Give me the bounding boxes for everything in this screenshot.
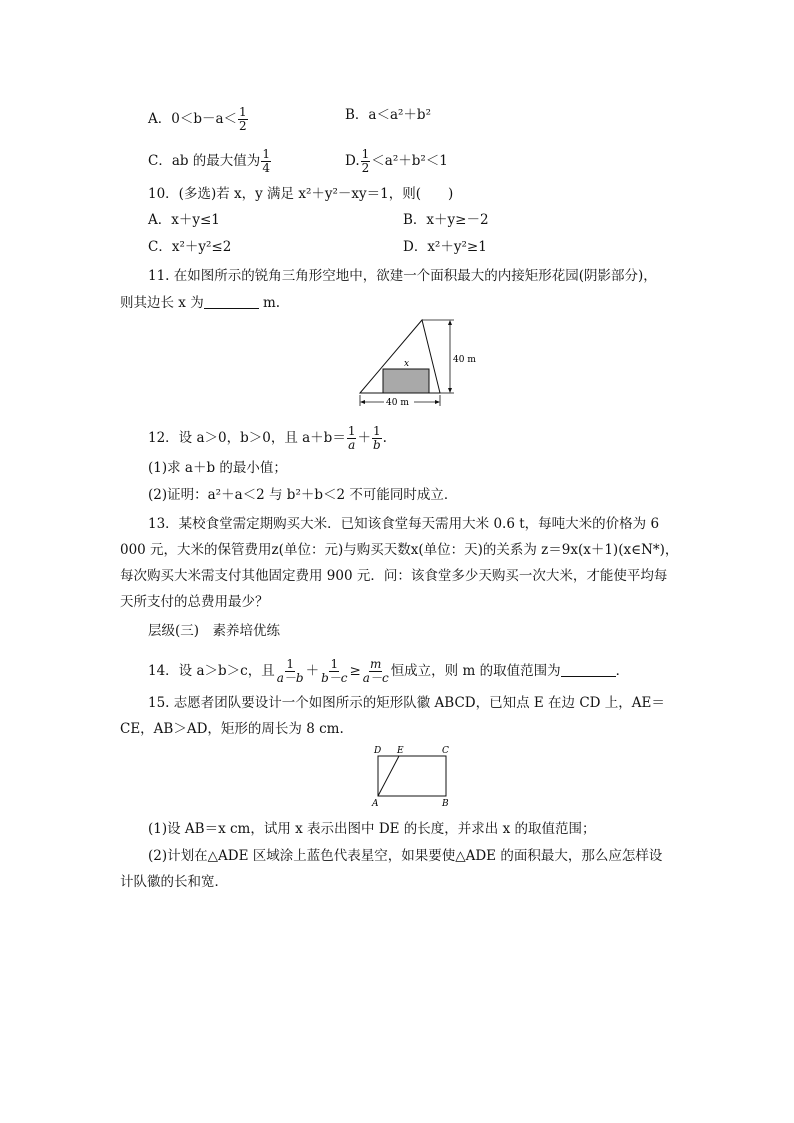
q10-stem: 10．(多选)若 x，y 满足 x²＋y²－xy＝1，则( ) — [148, 186, 454, 202]
q12-part1: (1)求 a＋b 的最小值； — [148, 460, 287, 476]
arrow-right-icon — [435, 400, 440, 404]
denominator: 4 — [262, 161, 270, 175]
q11-text: 则其边长 x 为 — [120, 295, 204, 311]
geq-sign: ≥ — [349, 663, 361, 679]
numerator: 1 — [262, 147, 270, 161]
arrow-left-icon — [360, 400, 365, 404]
q13-line2: 000 元，大米的保管费用z(单位：元)与购买天数x(单位：天)的关系为 z＝9x(x＋1)(x∈N*)， — [120, 542, 679, 558]
q14-text: 14．设 a＞b＞c，且 — [148, 663, 275, 679]
denominator: a — [348, 438, 356, 452]
label-a: A — [372, 799, 379, 809]
denominator: b — [372, 438, 381, 452]
q14-stem — [148, 658, 629, 685]
fraction — [320, 658, 348, 685]
answer-blank — [561, 663, 616, 677]
numerator: 1 — [239, 105, 247, 119]
q10-option-b: B．x＋y≥－2 — [403, 212, 489, 228]
label-e: E — [397, 746, 404, 756]
denominator: a－c — [362, 671, 389, 685]
answer-blank — [204, 295, 259, 309]
fraction — [372, 425, 382, 452]
denominator: 2 — [361, 161, 370, 175]
denominator: 2 — [239, 119, 247, 133]
fraction — [362, 658, 390, 685]
fraction — [261, 148, 271, 175]
q13-line3: 每次购买大米需支付其他固定费用 900 元．问：该食堂多少天购买一次大米，才能使平均每 — [120, 568, 668, 584]
q9-option-d — [345, 148, 448, 175]
label-c: C — [442, 746, 449, 756]
q10-option-a: A．x＋y≤1 — [148, 212, 220, 228]
fraction — [347, 425, 357, 452]
base-label: 40 m — [386, 398, 409, 408]
q15-part2-line2: 计队徽的长和宽． — [120, 874, 228, 890]
fraction — [361, 148, 371, 175]
rectangle-figure — [370, 742, 456, 808]
arrow-down-icon — [448, 388, 452, 393]
q10-option-d: D．x²＋y²≥1 — [403, 239, 487, 255]
section-heading: 层级(三) 素养培优练 — [148, 623, 281, 639]
q12-text: 12．设 a＞0，b＞0，且 a＋b＝ — [148, 430, 346, 446]
triangle-figure — [350, 318, 476, 410]
height-label: 40 m — [453, 355, 476, 365]
fraction — [238, 106, 248, 133]
q15-part1: (1)设 AB＝x cm，试用 x 表示出图中 DE 的长度，并求出 x 的取值范围； — [148, 821, 596, 837]
q11-line1: 11. 在如图所示的锐角三角形空地中，欲建一个面积最大的内接矩形花园(阴影部分)， — [148, 268, 657, 284]
numerator: 1 — [286, 657, 294, 671]
numerator: m — [370, 657, 382, 671]
x-label: x — [404, 359, 410, 369]
denominator: a－b — [276, 671, 304, 685]
option-text: C．ab 的最大值为 — [148, 153, 261, 169]
option-prefix: D. — [345, 153, 360, 169]
q15-line2: CE，AB＞AD，矩形的周长为 8 cm. — [120, 721, 344, 737]
numerator: 1 — [347, 424, 356, 438]
numerator: 1 — [330, 657, 339, 671]
unit-text: m. — [263, 295, 281, 311]
label-d: D — [374, 746, 382, 756]
denominator: b－c — [321, 671, 348, 685]
label-b: B — [442, 799, 449, 809]
q15-line1: 15. 志愿者团队要设计一个如图所示的矩形队徽 ABCD，已知点 E 在边 CD 上，AE＝ — [148, 695, 665, 711]
numerator: 1 — [361, 147, 370, 161]
period: ． — [615, 663, 630, 679]
inscribed-rectangle — [383, 369, 429, 393]
q10-option-c: C．x²＋y²≤2 — [148, 239, 232, 255]
option-text: A．0＜b－a＜ — [148, 111, 238, 127]
q12-stem — [148, 425, 387, 452]
fraction — [276, 658, 305, 685]
plus-sign: ＋ — [357, 430, 371, 446]
q9-option-c — [148, 148, 272, 175]
q13-line4: 天所支付的总费用最少？ — [120, 594, 269, 610]
arrow-up-icon — [448, 320, 452, 325]
option-suffix: ＜a²＋b²＜1 — [371, 153, 448, 169]
plus-sign: ＋ — [305, 663, 320, 679]
q14-text-2: 恒成立，则 m 的取值范围为 — [390, 663, 561, 679]
numerator: 1 — [372, 424, 381, 438]
q11-line2 — [120, 294, 280, 312]
q9-option-a — [148, 106, 249, 133]
period: . — [382, 430, 387, 446]
q13-line1: 13．某校食堂需定期购买大米．已知该食堂每天需用大米 0.6 t，每吨大米的价格为 6 — [148, 516, 660, 532]
segment-ae — [378, 756, 399, 796]
q12-part2: (2)证明：a²＋a＜2 与 b²＋b＜2 不可能同时成立． — [148, 487, 458, 503]
q9-option-b: B．a＜a²＋b² — [345, 107, 431, 123]
q15-part2-line1: (2)计划在△ADE 区域涂上蓝色代表星空，如果要使△ADE 的面积最大，那么应怎样设 — [148, 848, 663, 864]
